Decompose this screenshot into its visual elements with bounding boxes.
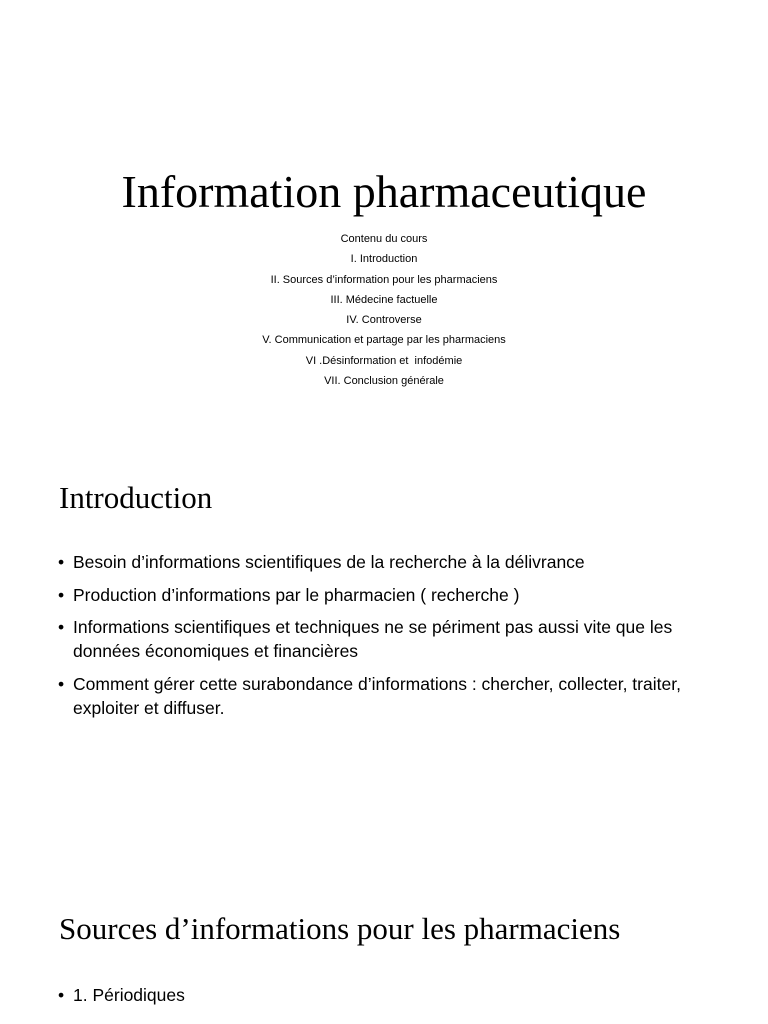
bullet-item xyxy=(58,615,738,663)
bullet-glyph: • xyxy=(58,584,65,605)
toc-item: V. Communication et partage par les pharmaciens xyxy=(262,334,506,347)
bullet-item xyxy=(58,550,738,574)
toc-item: III. Médecine factuelle xyxy=(330,293,438,306)
introduction-slide xyxy=(0,470,768,890)
bullet-list xyxy=(58,550,738,728)
document-title: Information pharmaceutique xyxy=(121,166,647,217)
bullet-glyph: • xyxy=(58,673,65,694)
toc-item: IV. Controverse xyxy=(346,314,422,327)
bullet-list xyxy=(58,983,738,1016)
bullet-text: Comment gérer cette surabondance d’informations : chercher, collecter, traiter, exploiter et diffuser. xyxy=(73,673,681,718)
bullet-text: 1. Périodiques xyxy=(73,985,185,1005)
sources-slide xyxy=(0,905,768,1024)
section-title: Introduction xyxy=(59,480,213,515)
bullet-glyph: • xyxy=(58,552,65,572)
bullet-glyph: • xyxy=(58,985,65,1005)
bullet-item xyxy=(58,672,738,720)
toc-item: VI .Désinformation et infodémie xyxy=(305,354,463,367)
title-slide xyxy=(0,0,768,440)
toc-item: VII. Conclusion générale xyxy=(324,375,444,388)
bullet-glyph: • xyxy=(58,617,65,637)
bullet-text: Besoin d’informations scientifiques de la recherche à la délivrance xyxy=(73,552,585,572)
section-title: Sources d’informations pour les pharmaciens xyxy=(59,911,621,946)
bullet-item xyxy=(58,583,738,607)
toc-heading: Contenu du cours xyxy=(340,233,428,245)
toc-item: II. Sources d’information pour les pharmaciens xyxy=(270,273,498,286)
toc-item: I. Introduction xyxy=(350,253,418,266)
bullet-text: Informations scientifiques et techniques ne se périment pas aussi vite que les données économiques et financières xyxy=(73,617,673,661)
course-contents-list xyxy=(0,229,768,391)
bullet-item xyxy=(58,983,738,1007)
bullet-text: Production d’informations par le pharmacien ( recherche ) xyxy=(73,584,520,605)
